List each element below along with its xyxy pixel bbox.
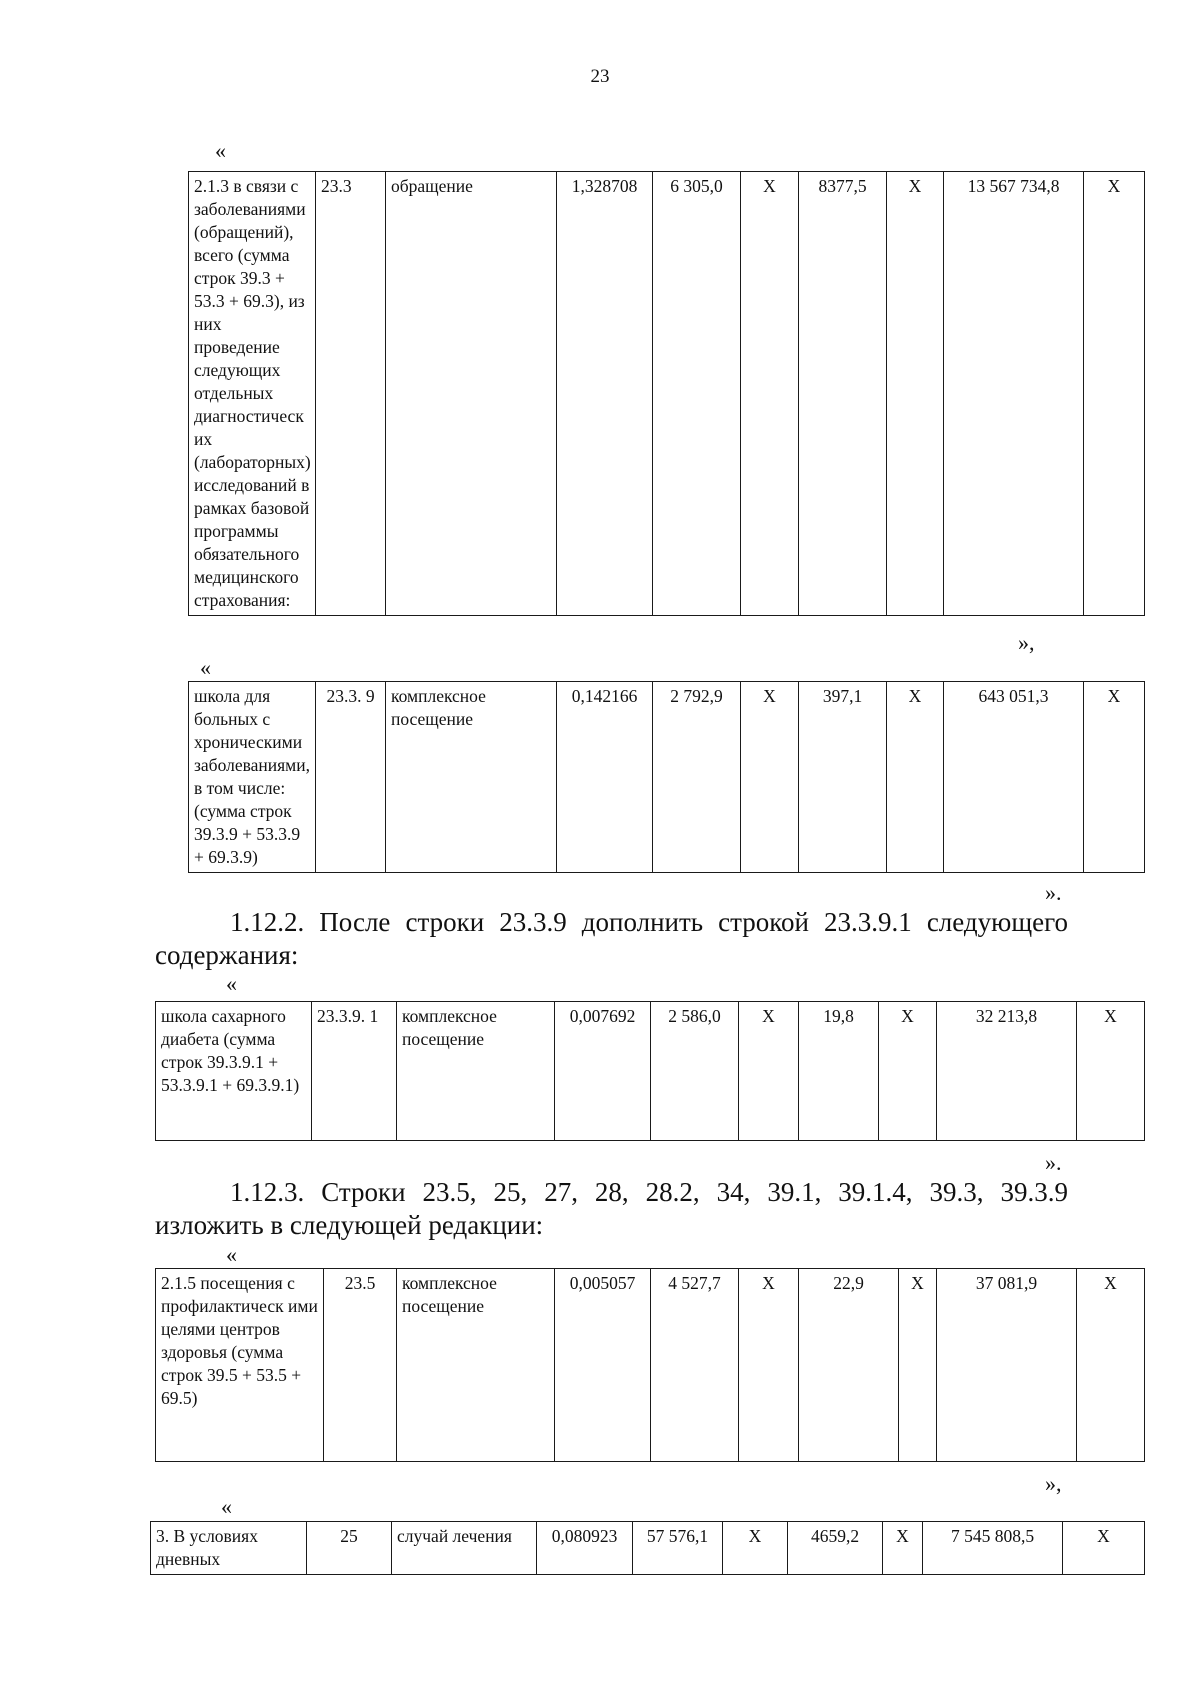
row-number-cell: 23.5: [324, 1269, 397, 1462]
quote-open: «: [200, 655, 211, 680]
table-row-23-3-9: [188, 681, 1145, 873]
x-cell: Х: [1084, 682, 1145, 873]
paragraph-last-line: содержания:: [155, 940, 299, 970]
unit-cell: комплексное посещение: [397, 1002, 555, 1141]
norm-cell: 0,007692: [555, 1002, 651, 1141]
x-cell: Х: [1063, 1522, 1145, 1575]
row-name-cell: школа сахарного диабета (сумма строк 39.3.9.1 + 53.3.9.1 + 69.3.9.1): [156, 1002, 312, 1141]
cost-cell: 4 527,7: [651, 1269, 739, 1462]
unit-cell: комплексное посещение: [386, 682, 557, 873]
cost-cell: 6 305,0: [653, 172, 741, 616]
x-cell: Х: [741, 682, 799, 873]
norm-cell: 0,142166: [557, 682, 653, 873]
paragraph-last-line: изложить в следующей редакции:: [155, 1210, 544, 1240]
x-cell: Х: [883, 1522, 923, 1575]
x-cell: Х: [739, 1002, 799, 1141]
row-name-cell: школа для больных с хроническими заболеваниями, в том числе: (сумма строк 39.3.9 + 53.3.9 + 69.3.9): [189, 682, 316, 873]
row-number-cell: 25: [307, 1522, 392, 1575]
quote-close: »,: [1045, 1471, 1062, 1496]
total-cell: 32 213,8: [937, 1002, 1077, 1141]
x-cell: Х: [879, 1002, 937, 1141]
cost-cell: 57 576,1: [633, 1522, 723, 1575]
x-cell: Х: [741, 172, 799, 616]
cost-cell: 2 586,0: [651, 1002, 739, 1141]
per-capita-cell: 397,1: [799, 682, 887, 873]
table-row-23-3-9-1: [155, 1001, 1145, 1141]
x-cell: Х: [899, 1269, 937, 1462]
total-cell: 7 545 808,5: [923, 1522, 1063, 1575]
row-name-cell: 3. В условиях дневных: [151, 1522, 307, 1575]
quote-open: «: [215, 138, 226, 163]
row-name-cell: 2.1.3 в связи с заболеваниями (обращений), всего (сумма строк 39.3 + 53.3 + 69.3), из них проведение следующих отдельных диагностическ их (лабораторных) исследований в рамках базовой программы обязательного медицинского страхования:: [189, 172, 316, 616]
paragraph-first-line: 1.12.3. Строки 23.5, 25, 27, 28, 28.2, 34, 39.1, 39.1.4, 39.3, 39.3.9: [230, 1177, 1068, 1207]
quote-open: «: [226, 971, 237, 996]
quote-close: ».: [1045, 1150, 1062, 1175]
row-number-cell: 23.3: [316, 172, 386, 616]
total-cell: 643 051,3: [944, 682, 1084, 873]
cost-cell: 2 792,9: [653, 682, 741, 873]
x-cell: Х: [887, 172, 944, 616]
norm-cell: 0,005057: [555, 1269, 651, 1462]
unit-cell: случай лечения: [392, 1522, 537, 1575]
norm-cell: 0,080923: [537, 1522, 633, 1575]
quote-close: ».: [1045, 880, 1062, 905]
x-cell: Х: [1077, 1269, 1145, 1462]
per-capita-cell: 4659,2: [788, 1522, 883, 1575]
quote-open: «: [226, 1242, 237, 1267]
unit-cell: обращение: [386, 172, 557, 616]
x-cell: Х: [723, 1522, 788, 1575]
total-cell: 13 567 734,8: [944, 172, 1084, 616]
paragraph-first-line: 1.12.2. После строки 23.3.9 дополнить строкой 23.3.9.1 следующего: [230, 907, 1068, 937]
norm-cell: 1,328708: [557, 172, 653, 616]
table-row-23-3: [188, 171, 1145, 616]
quote-close: »,: [1018, 630, 1035, 655]
per-capita-cell: 19,8: [799, 1002, 879, 1141]
row-name-cell: 2.1.5 посещения с профилактическ ими целями центров здоровья (сумма строк 39.5 + 53.5 + 69.5): [156, 1269, 324, 1462]
x-cell: Х: [1084, 172, 1145, 616]
unit-cell: комплексное посещение: [397, 1269, 555, 1462]
x-cell: Х: [887, 682, 944, 873]
total-cell: 37 081,9: [937, 1269, 1077, 1462]
per-capita-cell: 22,9: [799, 1269, 899, 1462]
row-number-cell: 23.3. 9: [316, 682, 386, 873]
x-cell: Х: [1077, 1002, 1145, 1141]
row-number-cell: 23.3.9. 1: [312, 1002, 397, 1141]
page-number: 23: [590, 66, 610, 87]
x-cell: Х: [739, 1269, 799, 1462]
per-capita-cell: 8377,5: [799, 172, 887, 616]
table-row-25: [150, 1521, 1145, 1575]
table-row-23-5: [155, 1268, 1145, 1462]
quote-open: «: [221, 1494, 232, 1519]
